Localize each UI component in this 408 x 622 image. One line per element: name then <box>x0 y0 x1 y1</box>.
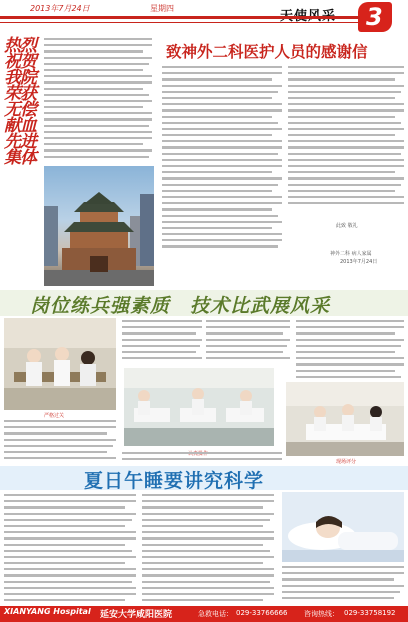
banner-article-text <box>44 38 152 162</box>
footer-hospital-name: 延安大学咸阳医院 <box>100 610 173 620</box>
competition-photo-3 <box>286 382 404 456</box>
article2-text-d <box>4 420 116 466</box>
header-weekday: 星期四 <box>150 4 174 13</box>
article2-text-c <box>296 320 404 382</box>
bell-tower-photo <box>44 166 154 286</box>
caption-strict: 严格过关 <box>44 413 65 419</box>
bell-tower-illustration <box>44 166 154 286</box>
article3-text-col3 <box>282 566 404 604</box>
competition-photo-1-illustration <box>4 318 116 410</box>
header-rule <box>0 16 360 19</box>
article2-text-e <box>122 452 282 466</box>
footer-consult-label: 咨询热线： <box>304 610 339 618</box>
side-banner-text: 热烈祝贺我院荣获无偿献血先进集体 <box>4 36 36 168</box>
header-date: 2013年7月24日 <box>30 4 90 13</box>
footer-emergency-number: 029-33766666 <box>236 609 288 617</box>
competition-photo-3-illustration <box>286 382 404 456</box>
article1-headline: 致神外二科医护人员的感谢信 <box>166 43 368 61</box>
article1-date: 2013年7月24日 <box>340 259 378 265</box>
page-number: 3 <box>366 3 383 31</box>
article1-signoff: 此致 敬礼 <box>336 223 358 229</box>
article3-text-col2 <box>142 494 274 604</box>
footer-consult-number: 029-33758192 <box>344 609 396 617</box>
article1-signature: 神外二科 病人家属 <box>330 251 372 257</box>
sleeping-woman-photo <box>282 492 404 562</box>
page-header <box>0 0 408 36</box>
caption-scoring: 现场评分 <box>336 459 357 465</box>
article3-text-col1 <box>4 494 136 604</box>
competition-photo-2 <box>124 368 274 446</box>
article1-body-col2 <box>288 66 404 210</box>
article2-headline: 岗位练兵强素质 技术比武展风采 <box>30 295 331 317</box>
side-banner <box>2 32 42 282</box>
competition-photo-1 <box>4 318 116 410</box>
sleeping-woman-illustration <box>282 492 404 562</box>
header-rule-thin <box>0 22 360 23</box>
footer-emergency-label: 急救电话： <box>198 610 233 618</box>
article1-body-col1 <box>162 66 282 250</box>
article2-text-b <box>206 320 290 364</box>
competition-photo-2-illustration <box>124 368 274 446</box>
footer-brand: XIANYANG Hospital <box>4 607 91 616</box>
article2-text-a <box>122 320 202 364</box>
article3-headline: 夏日午睡要讲究科学 <box>84 470 265 492</box>
